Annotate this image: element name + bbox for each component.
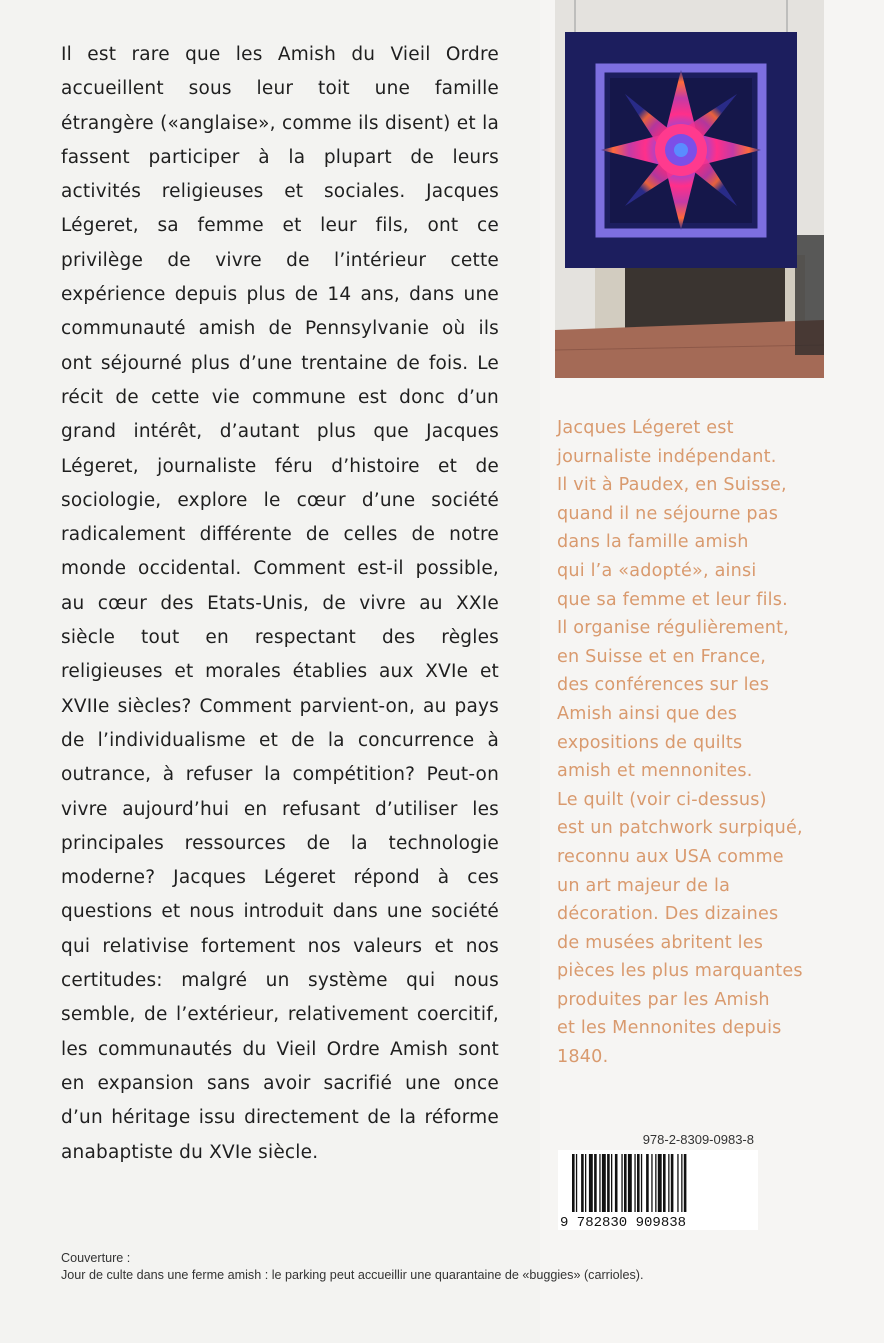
barcode-bar (581, 1154, 584, 1212)
barcode-bar (628, 1154, 632, 1212)
barcode-bar (641, 1154, 642, 1212)
barcode-bar (599, 1154, 600, 1212)
barcode-bar (611, 1154, 612, 1212)
barcode-digits: 9 782830 909838 (560, 1215, 687, 1230)
barcode-bar (624, 1154, 627, 1212)
isbn-label: 978-2-8309-0983-8 (642, 1132, 754, 1147)
barcode-bar (671, 1154, 674, 1212)
barcode-bar (594, 1154, 597, 1212)
barcode-bar (677, 1154, 678, 1212)
barcode-bar (621, 1154, 622, 1212)
barcode-bar (585, 1154, 586, 1212)
barcode-bar (646, 1154, 649, 1212)
author-bio (557, 414, 837, 1072)
barcode-bar (634, 1154, 635, 1212)
barcode-bars (572, 1154, 686, 1212)
back-cover-summary (61, 38, 499, 1170)
bio-paragraph: Jacques Légeret est journaliste indépendant. Il vit à Paudex, en Suisse, quand il ne séjourne pas dans la famille amish qui l’a «adopté», ainsi que sa femme et leur fils. Il organise régulièrement, en Suisse et en France, des conférences sur les Amish ainsi que des expositions de quilts amish et mennonites. Le quilt (voir ci-dessus) est un patchwork surpiqué, reconnu aux USA comme un art majeur de la décoration. Des dizaines de musées abritent les pièces les plus marquantes produites par les Amish et les Mennonites depuis 1840. (557, 418, 803, 1068)
summary-paragraph: Il est rare que les Amish du Vieil Ordre accueillent sous leur toit une famille étrangère («anglaise», comme ils disent) et la fassent participer à la plupart de leurs activités religieuses et sociales. Jacques Légeret, sa femme et leur fils, ont ce privilège de vivre de l’intérieur cette expérience depuis plus de 14 ans, dans une communauté amish de Pennsylvanie où ils ont séjourné plus d’une trentaine de fois. Le récit de cette vie commune est donc d’un grand intérêt, d’autant plus que Jacques Légeret, journaliste féru d’histoire et de sociologie, explore le cœur d’une société radicalement différente de celles de notre monde occidental. Comment est-il possible, au cœur des Etats-Unis, de vivre au XXIe siècle tout en respectant des règles religieuses et morales établies aux XVIe et XVIIe siècles? Comment parvient-on, au pays de l’individualisme et de la concurrence à outrance, à refuser la compétition? Peut-on vivre aujourd’hui en refusant d’utiliser les principales ressources de la technologie moderne? Jacques Légeret répond à ces questions et nous introduit dans une société qui relativise fortement nos valeurs et nos certitudes: malgré un système qui nous semble, de l’extérieur, relativement coercitif, les communautés du Vieil Ordre Amish sont en expansion sans avoir sacrifié une once d’un héritage issu directement de la réforme anabaptiste du XVIe siècle. (61, 44, 499, 1163)
barcode-bar (668, 1154, 669, 1212)
barcode-bar (655, 1154, 656, 1212)
barcode-bar (681, 1154, 682, 1212)
barcode-bar (576, 1154, 577, 1212)
quilt-photo (555, 0, 824, 378)
barcode-bar (602, 1154, 606, 1212)
barcode (558, 1150, 758, 1230)
barcode-bar (658, 1154, 662, 1212)
barcode-bar (589, 1154, 593, 1212)
barcode-bar (663, 1154, 666, 1212)
barcode-bar (651, 1154, 652, 1212)
caption-text: Jour de culte dans une ferme amish : le parking peut accueillir une quarantaine de «buggies» (carrioles). (61, 1268, 644, 1282)
barcode-bar (615, 1154, 618, 1212)
caption-label: Couverture : (61, 1251, 131, 1265)
cover-caption (61, 1250, 851, 1284)
barcode-bar (572, 1154, 575, 1212)
barcode-bar (607, 1154, 610, 1212)
barcode-bar (684, 1154, 687, 1212)
barcode-bar (637, 1154, 640, 1212)
